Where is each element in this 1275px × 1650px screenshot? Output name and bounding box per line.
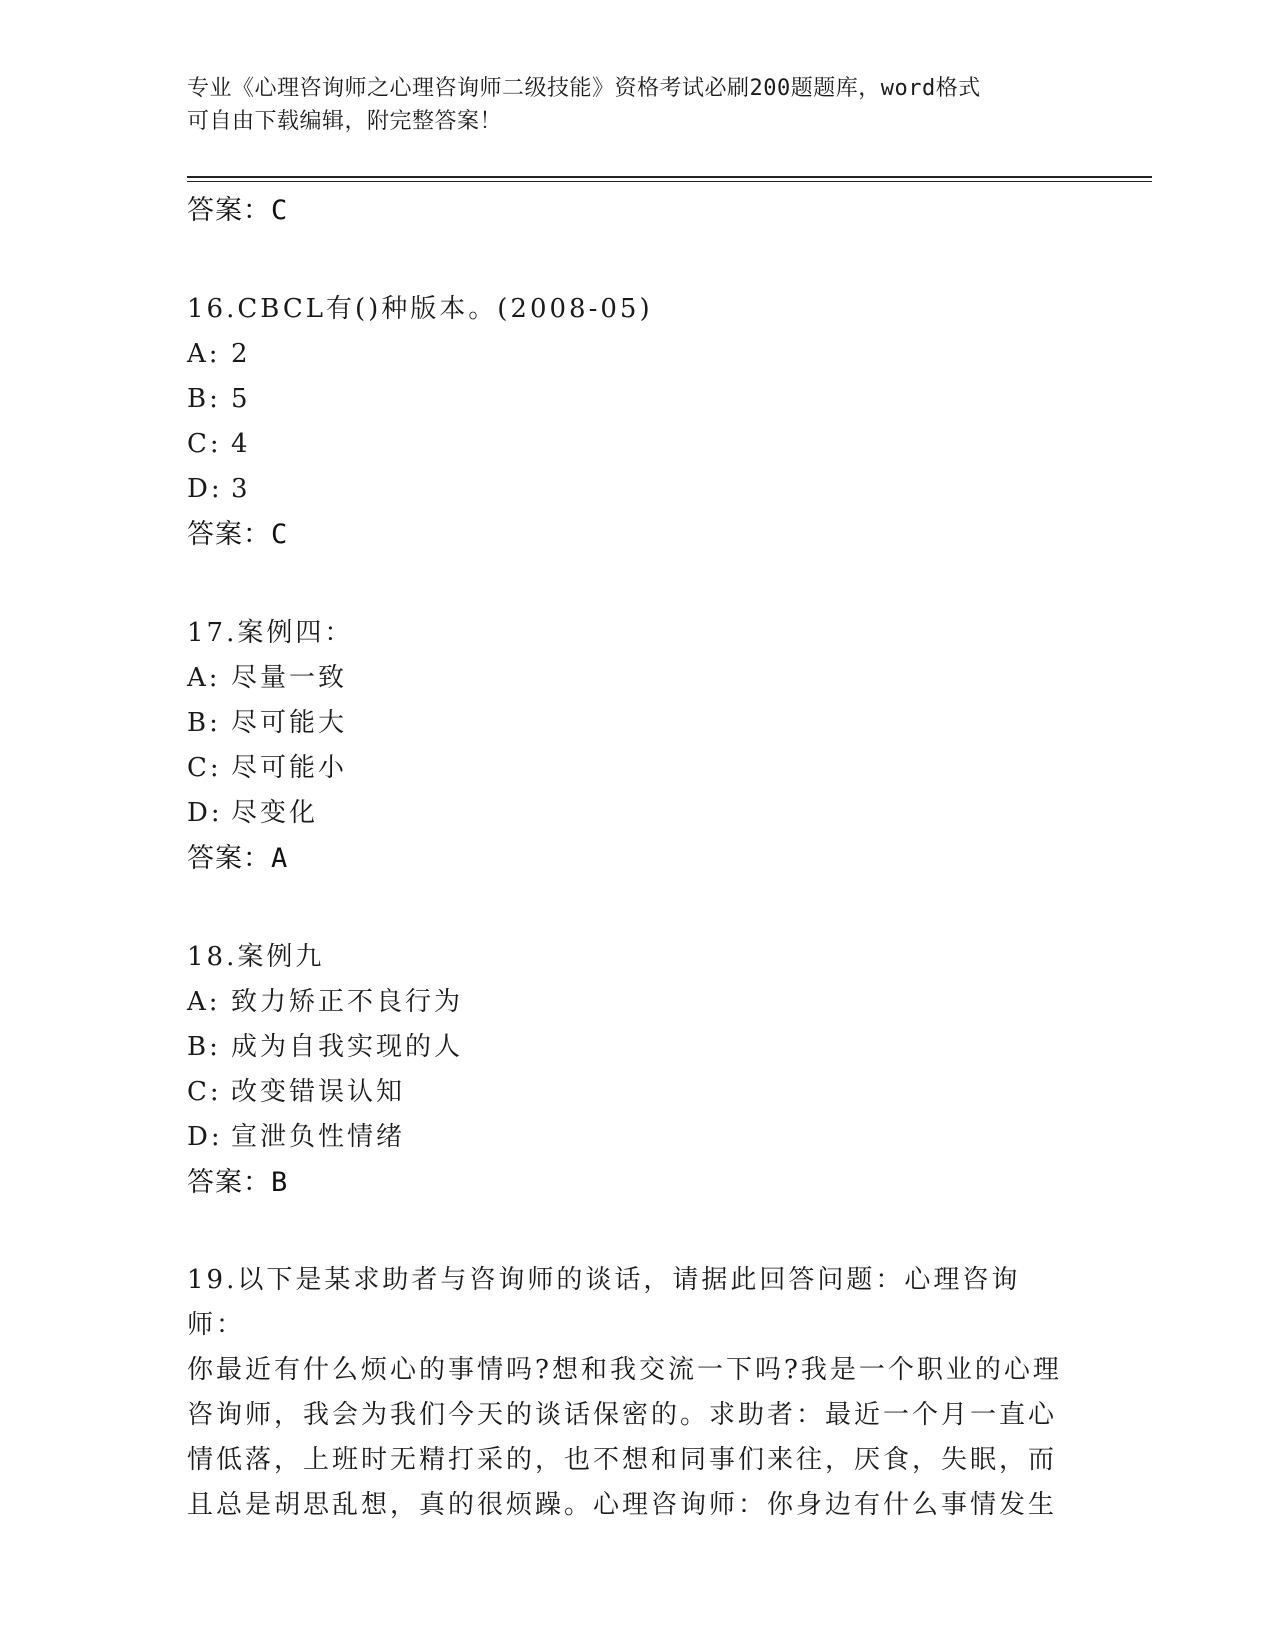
- question-19-line-2: 你最近有什么烦心的事情吗?想和我交流一下吗?我是一个职业的心理: [187, 1355, 1062, 1385]
- option-d: [187, 467, 1067, 512]
- question-18: [187, 934, 1067, 1206]
- option-letter: A:: [187, 663, 221, 693]
- option-letter: B:: [187, 384, 221, 414]
- option-letter: B:: [187, 708, 221, 738]
- option-text: 宣泄负性情绪: [231, 1122, 406, 1152]
- option-a: [187, 656, 1067, 701]
- option-d: [187, 791, 1067, 836]
- answer-line: 答案：B: [187, 1167, 289, 1198]
- option-text: 改变错误认知: [231, 1077, 406, 1107]
- question-19-line-1: 19.以下是某求助者与咨询师的谈话，请据此回答问题：心理咨询师：: [187, 1265, 1021, 1340]
- question-text: 16.CBCL有()种版本。(2008-05): [187, 294, 653, 324]
- option-letter: C:: [187, 753, 222, 783]
- document-header: [187, 72, 1067, 138]
- question-text: 18.案例九: [187, 942, 325, 972]
- option-d: [187, 1115, 1067, 1160]
- question-16: [187, 286, 1067, 558]
- option-letter: D:: [187, 474, 223, 504]
- option-text: 成为自我实现的人: [231, 1032, 464, 1062]
- option-text: 3: [231, 474, 251, 504]
- option-text: 尽可能小: [231, 753, 348, 783]
- option-b: [187, 701, 1067, 746]
- option-letter: A:: [187, 339, 221, 369]
- option-a: [187, 980, 1067, 1025]
- option-letter: D:: [187, 798, 223, 828]
- document-content: [187, 188, 1067, 1528]
- question-19-line-4: 情低落，上班时无精打采的，也不想和同事们来往，厌食，失眠，而: [187, 1445, 1058, 1475]
- question-text: 17.案例四：: [187, 618, 354, 648]
- option-text: 5: [231, 384, 251, 414]
- header-line-1: 专业《心理咨询师之心理咨询师二级技能》资格考试必刷200题题库，word格式: [187, 76, 981, 101]
- option-c: [187, 422, 1067, 467]
- option-b: [187, 377, 1067, 422]
- option-letter: B:: [187, 1032, 221, 1062]
- option-text: 4: [231, 429, 251, 459]
- option-a: [187, 332, 1067, 377]
- option-letter: C:: [187, 1077, 222, 1107]
- header-divider: [187, 176, 1152, 182]
- option-c: [187, 746, 1067, 791]
- question-19-line-3: 咨询师，我会为我们今天的谈话保密的。求助者：最近一个月一直心: [187, 1400, 1058, 1430]
- option-text: 致力矫正不良行为: [231, 987, 464, 1017]
- question-17: [187, 610, 1067, 882]
- previous-answer: 答案：C: [187, 195, 289, 226]
- option-b: [187, 1025, 1067, 1070]
- option-text: 尽量一致: [231, 663, 348, 693]
- option-text: 尽变化: [231, 798, 319, 828]
- option-letter: D:: [187, 1122, 223, 1152]
- option-letter: C:: [187, 429, 222, 459]
- question-19: [187, 1258, 1067, 1528]
- option-text: 尽可能大: [231, 708, 348, 738]
- answer-line: 答案：C: [187, 519, 289, 550]
- question-19-line-5: 且总是胡思乱想，真的很烦躁。心理咨询师：你身边有什么事情发生: [187, 1490, 1058, 1520]
- header-line-2: 可自由下载编辑，附完整答案！: [187, 109, 503, 134]
- option-text: 2: [231, 339, 251, 369]
- option-c: [187, 1070, 1067, 1115]
- option-letter: A:: [187, 987, 221, 1017]
- answer-line: 答案：A: [187, 843, 289, 874]
